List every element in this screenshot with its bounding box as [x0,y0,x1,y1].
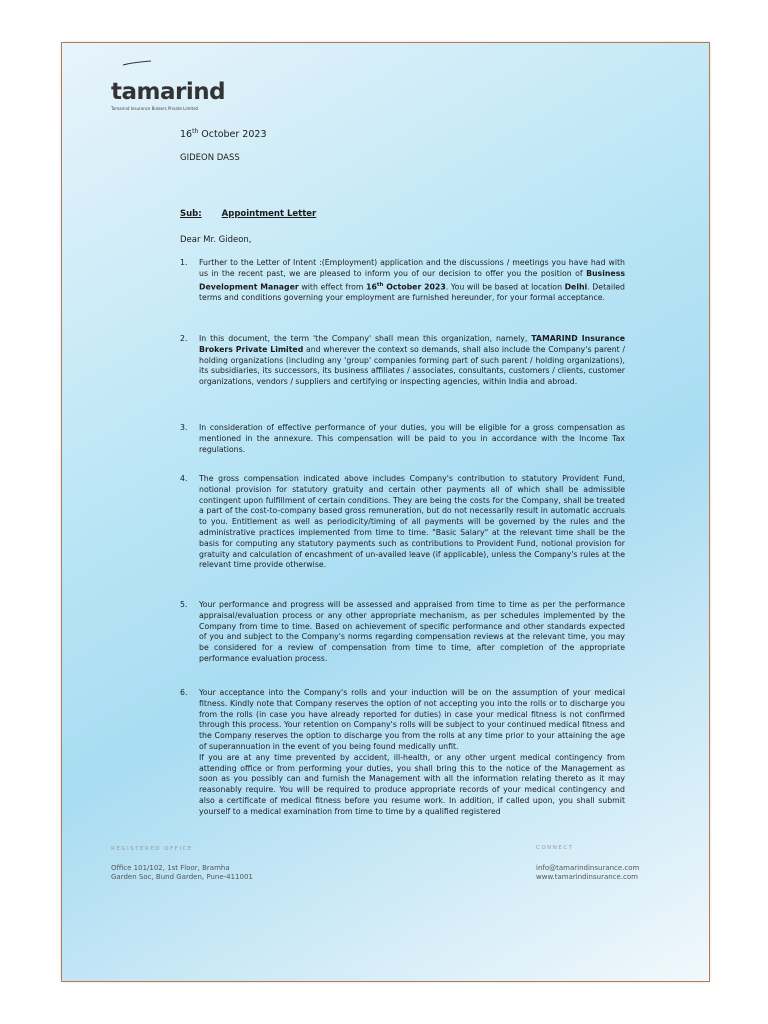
subject-line [180,209,316,219]
clause-number: 6. [180,688,188,697]
date-day: 16 [180,129,193,141]
addressee: GIDEON DASS [180,153,240,163]
clause-run: and wherever the context so demands, shall also include the Company's parent / holding organizations (including any 'group' companies forming part of such parent / holding organizations), its subsidiaries, its successors, its business affiliates / associates, consultants, customers / clients, customer organizations, vendors / suppliers and certifying or inspecting agencies, within India and abroad. [199,344,625,387]
clause-3 [180,423,625,455]
clause-text [199,258,625,304]
letter-date [180,128,267,140]
subject-text: Appointment Letter [221,209,317,219]
clause-run: . Detailed terms and conditions governing your employment are furnished hereunder, for your formal acceptance. [199,282,625,302]
clause-text: In consideration of effective performance of your duties, you will be eligible for a gross compensation as mentioned in the annexure. This compensation will be paid to you in accordance with the Income Tax regulations. [199,423,625,454]
location: Delhi [564,282,588,292]
clause-number: 3. [180,423,188,432]
clause-run: In this document, the term 'the Company' shall mean this organization, namely, [199,334,532,343]
subject-label: Sub: [180,209,202,219]
clause-1 [180,258,625,304]
clause-paragraph: If you are at any time prevented by accident, ill-health, or any other urgent medical contingency from attending office or from performing your duties, you shall bring this to the notice of the Management as soon as you possibly can and furnish the Management with all the information relating thereto as it may reasonably require. You will be required to produce appropriate records of your medical contingency and also a certificate of medical fitness before you resume work. In addition, if called upon, you shall submit yourself to a medical examination from time to time by a qualified registered [199,752,625,816]
salutation: Dear Mr. Gideon, [180,235,252,245]
clause-number: 1. [180,258,188,267]
company-logo [111,79,225,111]
date-suffix: th [192,128,199,135]
clause-number: 4. [180,474,188,483]
clause-run: . You will be based at location [445,282,565,292]
clause-6 [180,688,625,818]
clause-text: The gross compensation indicated above includes Company's contribution to statutory Provident Fund, notional provision for statutory gratuity and certain other payments all of which shall be admissible contingent upon fulfillment of certain conditions. They are being the costs for the Company, shall be treated a part of the cost-to-company based gross remuneration, but do not necessarily result in automatic accruals to you. Entitlement as well as periodicity/timing of all payments will be governed by the rules and the administrative practices implemented from time to time. "Basic Salary" at the relevant time shall be the basis for computing any statutory payments such as contributions to Provident Fund, notional provision for gratuity and calculation of encashment of un-availed leave (if applicable), unless the Company's rules at the relevant time provide otherwise. [199,474,625,570]
email-link[interactable]: info@tamarindinsurance.com [536,864,640,872]
clause-text [199,334,625,388]
clause-number: 5. [180,600,188,609]
start-date-day: 16 [366,282,377,292]
pen-mark [122,59,152,67]
connect-label: CONNECT [536,845,574,851]
registered-office [111,846,253,882]
clause-text [199,688,625,818]
address-line-1: Office 101/102, 1st Floor, Bramha [111,864,230,872]
clause-run: with effect from [298,282,367,292]
start-date-suffix: th [376,281,384,288]
registered-office-label: REGISTERED OFFICE [111,846,193,852]
clause-2 [180,334,625,388]
clause-4 [180,474,625,571]
clause-paragraph: Your acceptance into the Company's rolls and your induction will be on the assumption of your medical fitness. Kindly note that Company reserves the option of not accepting you into the rolls or to discharge you from the rolls (in case you have already reported for duties) in case your medical fitness is not confirmed through this process. Your retention on Company's rolls will be subject to your continued medical fitness and the Company reserves the option to discharge you from the rolls at any time prior to your attaining the age of superannuation in the event of you being found medically unfit. [199,688,625,751]
clause-text: Your performance and progress will be assessed and appraised from time to time as per the performance appraisal/evaluation process or any other appropriate mechanism, as per schedules implemented by the Company from time to time. Based on achievement of specific performance and other standards expected of you and subject to the Company's norms regarding compensation reviews at the relevant time, you may be considered for a review of compensation from time to time, after completion of the appropriate performance evaluation process. [199,600,625,663]
start-date-rest: October 2023 [383,282,446,292]
logo-company-line: Tamarind Insurance Brokers Private Limited [111,106,199,111]
logo-wordmark: tamarind [111,79,226,105]
company-name: TAMARIND Insurance Brokers Private Limited [199,334,625,354]
clause-number: 2. [180,334,188,343]
clause-run: Further to the Letter of Intent :(Employment) application and the discussions / meetings you have had with us in the recent past, we are pleased to inform you of our decision to offer you the position of [199,258,625,278]
clause-5 [180,600,625,665]
letter-page [62,43,709,981]
website-link[interactable]: www.tamarindinsurance.com [536,873,639,881]
position-title: Business Development Manager [199,268,625,292]
address-line-2: Garden Soc, Bund Garden, Pune-411001 [111,873,253,881]
date-rest: October 2023 [198,129,267,141]
connect-section [536,845,639,882]
